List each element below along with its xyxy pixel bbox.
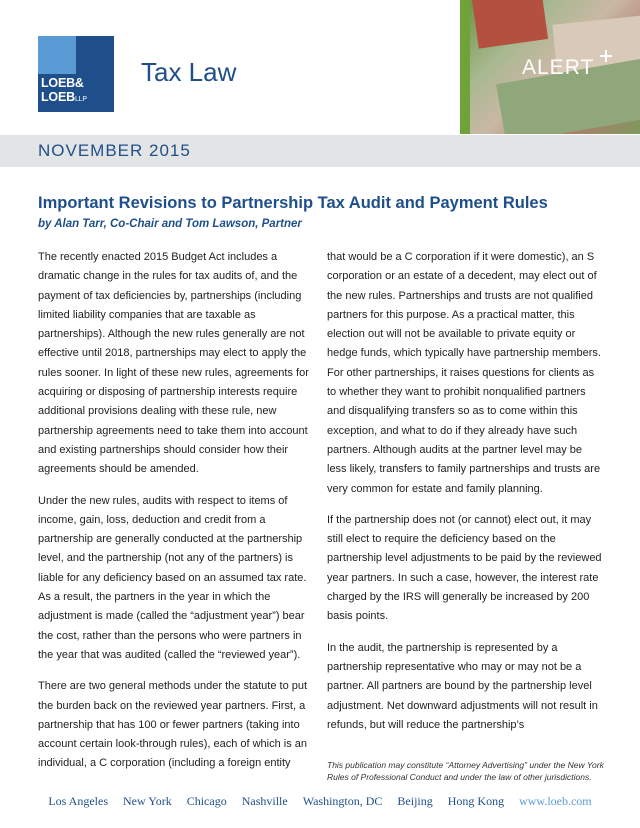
office-link: Nashville [241, 794, 288, 808]
plus-icon [600, 50, 612, 62]
paragraph: The recently enacted 2015 Budget Act includes a dramatic change in the rules for tax audits of, and the payment of tax deficiencies by, partnerships (including limited liability companies that are taxable as partnerships). Although the new rules generally are not effective until 2018, partnerships may elect to apply the rules sooner. In light of these new rules, agreements for acquiring or disposing of partnership interests require additional provisions dealing with these rule, new partnership agreements need to take them into account and existing partnerships should consider how their agreements should be amended. [38, 251, 309, 476]
issue-date: NOVEMBER 2015 [38, 141, 191, 160]
website-link[interactable]: www.loeb.com [519, 794, 592, 808]
date-bar [0, 135, 640, 167]
article-byline: by Alan Tarr, Co-Chair and Tom Lawson, Partner [38, 218, 302, 230]
paragraph: There are two general methods under the statute to put the burden back on the reviewed year partners. First, a partnership that has 100 or fewer partners (taking into account certain look-through rules), each of which is an individual, a C corporation (including a foreign entity [38, 680, 308, 770]
footer-offices [0, 794, 640, 809]
office-link: Beijing [397, 794, 433, 808]
office-link: New York [123, 794, 172, 808]
paragraph: In the audit, the partnership is represented by a partnership representative who may or may not be a partner. All partners are bound by the partnership level adjustment. Net downward adjustments will not result in refunds, but will reduce the partnership’s [327, 641, 598, 731]
paragraph: that would be a C corporation if it were domestic), an S corporation or an estate of a decedent, may elect out of the new rules. Partnerships and trusts are not qualified partners for this purpose. As a practical matter, this election out will not be available to private equity or hedge funds, which typically have partnership members. For other partnerships, it raises questions for clients as to whether they want to prohibit nonqualified partners and disqualifying transfers so as to come within this exception, and what to do if they already have such partners. Although audits at the partner level may be less likely, transfers to family partnerships and trusts are very common for estate and family planning. [327, 251, 601, 495]
left-column [38, 248, 310, 786]
firm-logo [38, 36, 114, 112]
paragraph: Under the new rules, audits with respect to items of income, gain, loss, deduction and credit from a partnership are generally conducted at the partnership level, and the partnership (not any of the partners) is liable for any deficiency based on an assumed tax rate. As a result, the partners in the year in which the adjustment is made (called the “adjustment year”) bear the cost, rather than the persons who were partners in the year that was audited (called the “reviewed year”). [38, 494, 307, 661]
advertising-disclaimer: This publication may constitute “Attorney Advertising” under the New York Rules of Professional Conduct and under the law of other jurisdictions. [327, 760, 604, 782]
right-column [327, 248, 603, 747]
alert-banner-image [460, 0, 640, 134]
paragraph: If the partnership does not (or cannot) elect out, it may still elect to require the deficiency based on the partnership level adjustments to be paid by the reviewed year partners. In such a case, however, the interest rate charged by the IRS will generally be increased by 200 basis points. [327, 513, 602, 623]
office-link: Washington, DC [302, 794, 383, 808]
office-link: Los Angeles [48, 794, 109, 808]
office-link: Hong Kong [447, 794, 505, 808]
logo-text: LOEB& LOEBLLP [41, 76, 87, 104]
article-title: Important Revisions to Partnership Tax Audit and Payment Rules [38, 194, 548, 212]
alert-label: ALERT [522, 56, 595, 79]
practice-title: Tax Law [141, 57, 237, 87]
office-link: Chicago [186, 794, 227, 808]
banknote-graphic [472, 0, 548, 49]
